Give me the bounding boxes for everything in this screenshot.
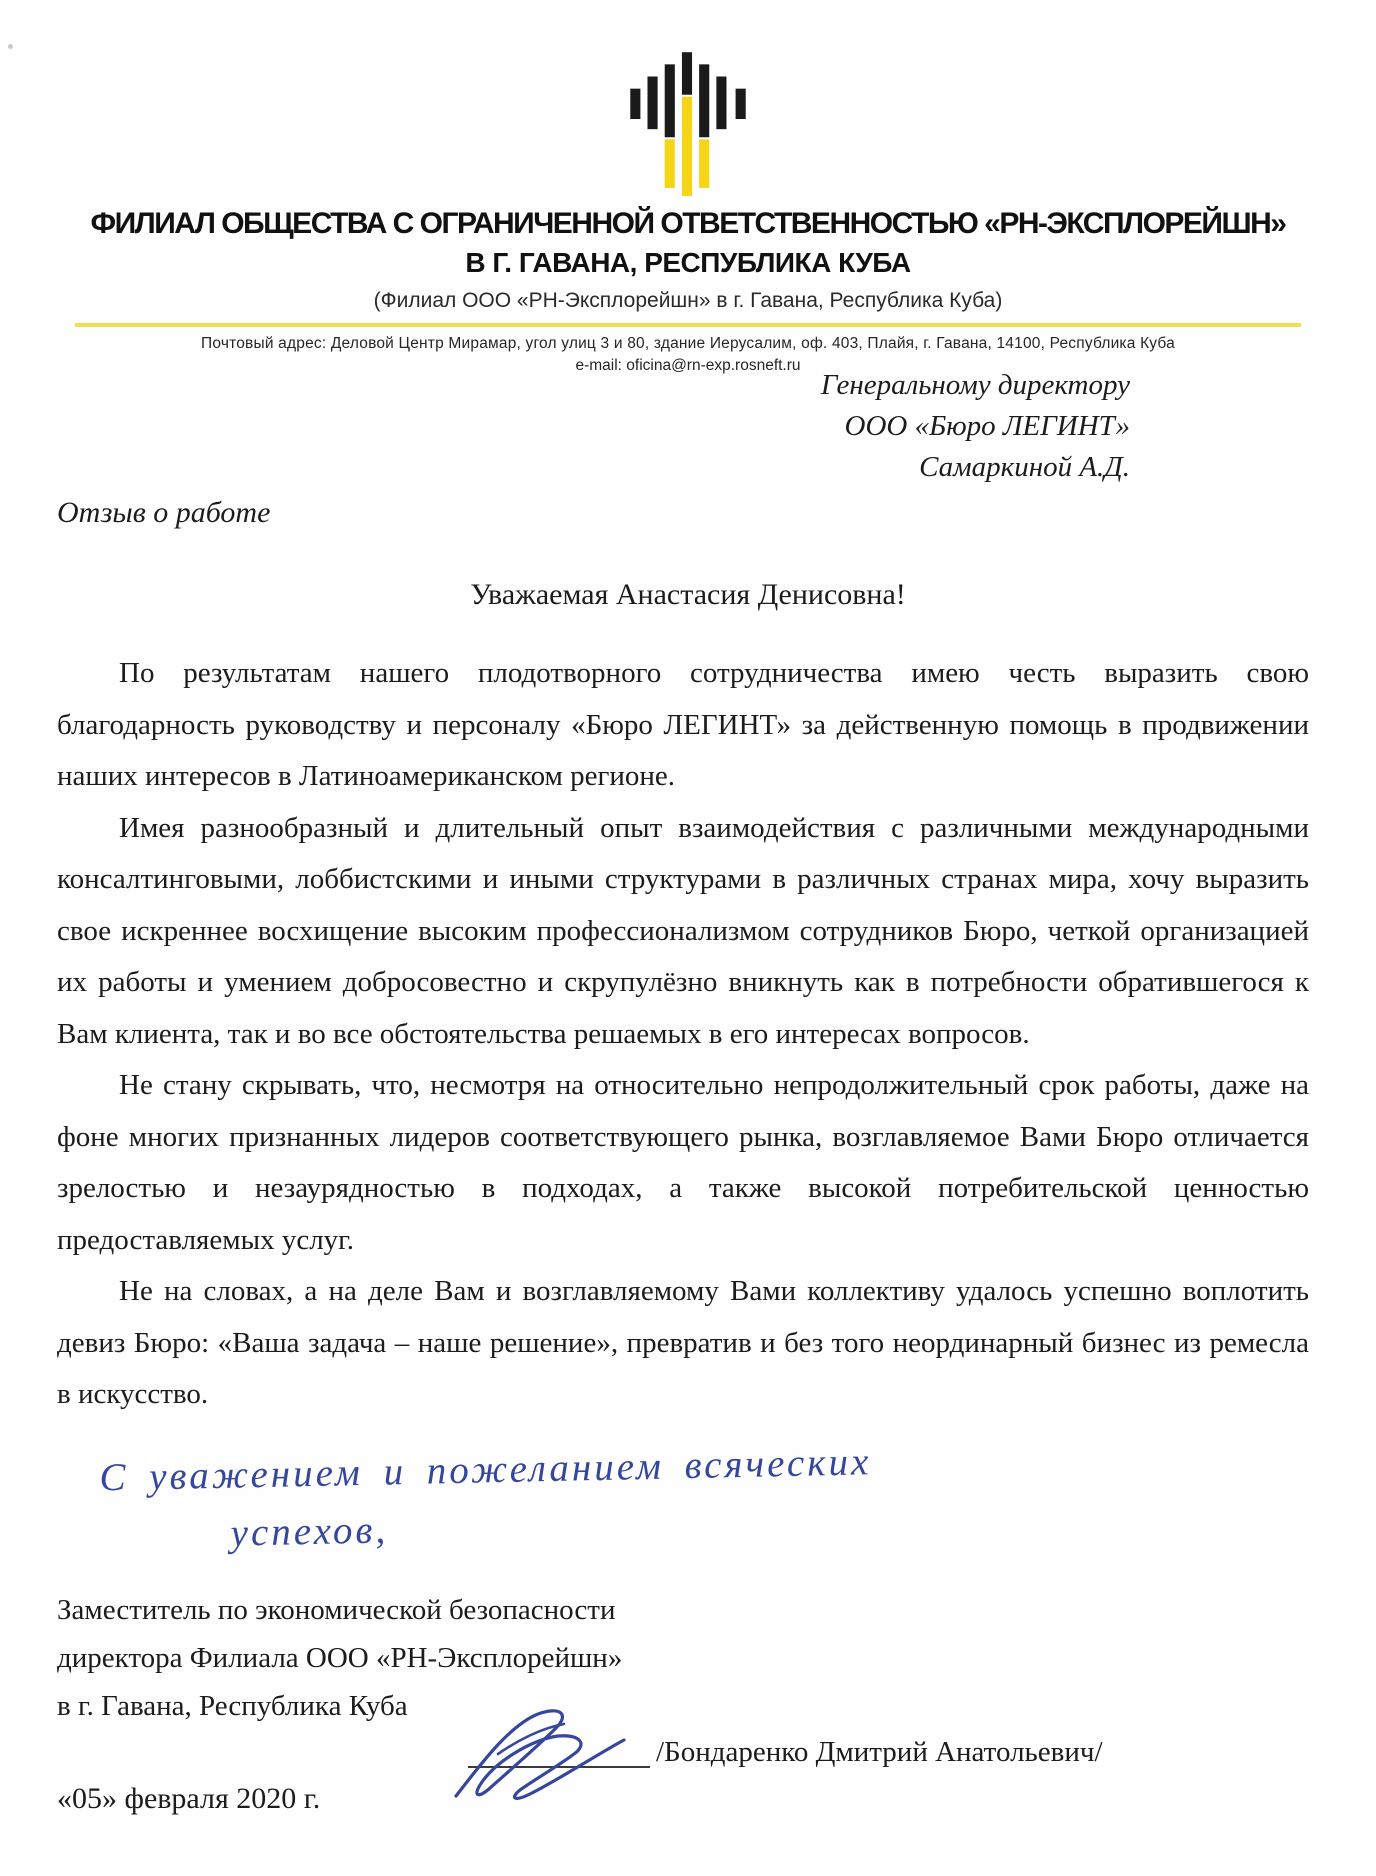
handwritten-line: С уважением и пожеланием всяческих	[99, 1440, 872, 1500]
subject-line: Отзыв о работе	[57, 496, 271, 529]
org-name-line2: В Г. ГАВАНА, РЕСПУБЛИКА КУБА	[465, 247, 911, 278]
salutation: Уважаемая Анастасия Денисовна!	[470, 578, 906, 611]
date-line: «05» февраля 2020 г.	[57, 1782, 321, 1815]
recipient-line: Генеральному директору	[820, 369, 1130, 401]
signature-scribble	[438, 1688, 668, 1813]
handwritten-closing	[99, 1431, 1001, 1566]
recipient-block	[821, 365, 1130, 488]
letter-body	[57, 648, 1309, 1421]
org-name-subtitle: (Филиал ООО «РН-Эксплорейшн» в г. Гавана, Республика Куба)	[373, 289, 1003, 312]
signer-position-line: директора Филиала ООО «РН-Эксплорейшн»	[57, 1642, 623, 1674]
yellow-divider-rule	[75, 323, 1301, 327]
paragraph: Не на словах, а на деле Вам и возглавляемому Вами коллективу удалось успешно воплотить девиз Бюро: «Ваша задача – наше решение», превратив и без того неординарный бизнес из ремесла в искусство.	[57, 1275, 1309, 1410]
signer-position-line: в г. Гавана, Республика Куба	[57, 1690, 408, 1722]
paragraph: Не стану скрывать, что, несмотря на относительно непродолжительный срок работы, даже на фоне многих признанных лидеров соответствующего рынка, возглавляемое Вами Бюро отличается зрелостью и незаурядностью в подходах, а также высокой потребительской ценностью предоставляемых услуг.	[57, 1069, 1309, 1256]
handwritten-line: успехов,	[230, 1508, 389, 1555]
postal-address: Почтовый адрес: Деловой Центр Мирамар, угол улиц 3 и 80, здание Иерусалим, оф. 403, Плайя, г. Гавана, 14100, Республика Куба	[201, 335, 1175, 352]
signer-position-line: Заместитель по экономической безопасности	[57, 1594, 616, 1626]
recipient-line: ООО «Бюро ЛЕГИНТ»	[844, 410, 1130, 442]
org-name-line1: ФИЛИАЛ ОБЩЕСТВА С ОГРАНИЧЕННОЙ ОТВЕТСТВЕННОСТЬЮ «РН-ЭКСПЛОРЕЙШН»	[90, 207, 1286, 240]
signer-name: /Бондаренко Дмитрий Анатольевич/	[656, 1736, 1103, 1768]
signature-area	[438, 1688, 1198, 1818]
rosneft-logo-icon	[0, 36, 1376, 201]
paragraph: Имея разнообразный и длительный опыт взаимодействия с различными международными консалтинговыми, лоббистскими и иными структурами в различных странах мира, хочу выразить свое искреннее восхищение высоким профессионализмом сотрудников Бюро, четкой организацией их работы и умением добросовестно и скрупулёзно вникнуть как в потребности обратившегося к Вам клиента, так и во все обстоятельства решаемых в его интересах вопросов.	[57, 811, 1309, 1050]
letterhead	[0, 0, 1376, 375]
recipient-line: Самаркиной А.Д.	[919, 451, 1130, 483]
email-address: e-mail: oficina@rn-exp.rosneft.ru	[575, 357, 801, 374]
paragraph: По результатам нашего плодотворного сотрудничества имею честь выразить свою благодарность руководству и персоналу «Бюро ЛЕГИНТ» за действенную помощь в продвижении наших интересов в Латиноамериканском регионе.	[57, 657, 1309, 792]
